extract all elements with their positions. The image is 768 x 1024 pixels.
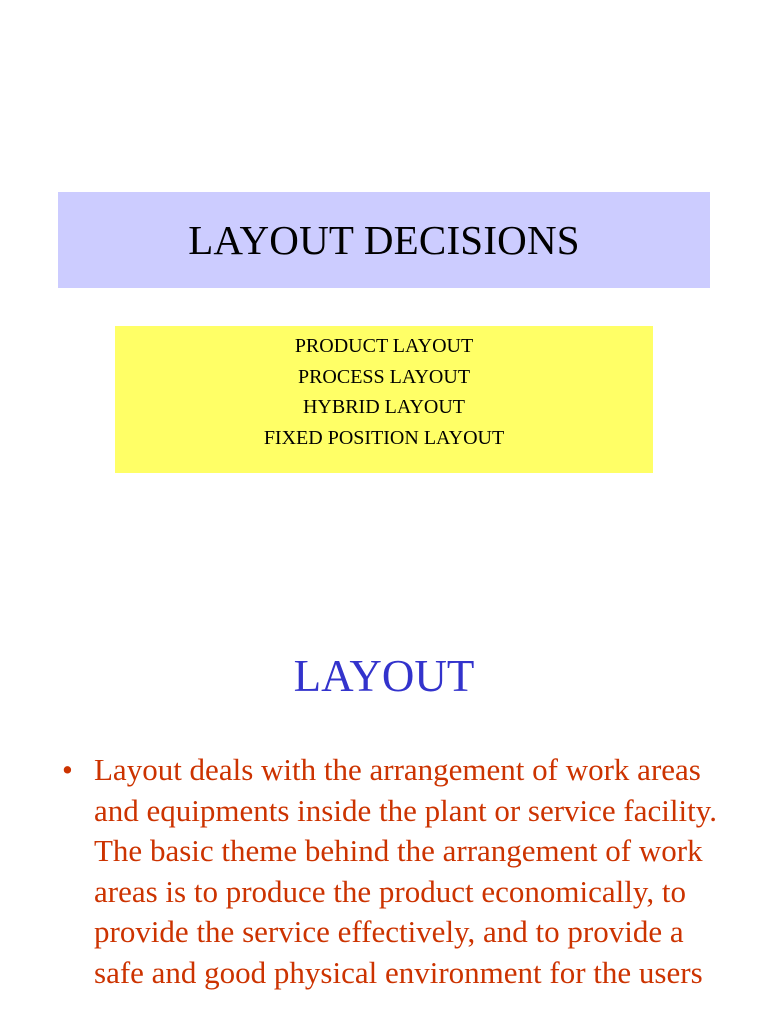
layout-type-fixed-position: FIXED POSITION LAYOUT [263,426,505,449]
bullet-text: Layout deals with the arrangement of work areas and equipments inside the plant or service facility. The basic theme behind the arrangement of work areas is to produce the product economically, to provide the service effectively, and to provide a safe and good physical environment for the users [94,752,717,990]
layout-types-list [115,326,653,453]
section-heading: LAYOUT [293,651,475,701]
layout-type-process: PROCESS LAYOUT [297,365,471,388]
slide-title: LAYOUT DECISIONS [188,217,580,263]
layout-type-hybrid: HYBRID LAYOUT [302,396,466,418]
bullet-item [62,750,768,994]
layout-types-box [115,326,653,473]
title-banner [58,192,710,288]
layout-type-product: PRODUCT LAYOUT [294,335,474,357]
bullet-marker: • [62,752,73,787]
